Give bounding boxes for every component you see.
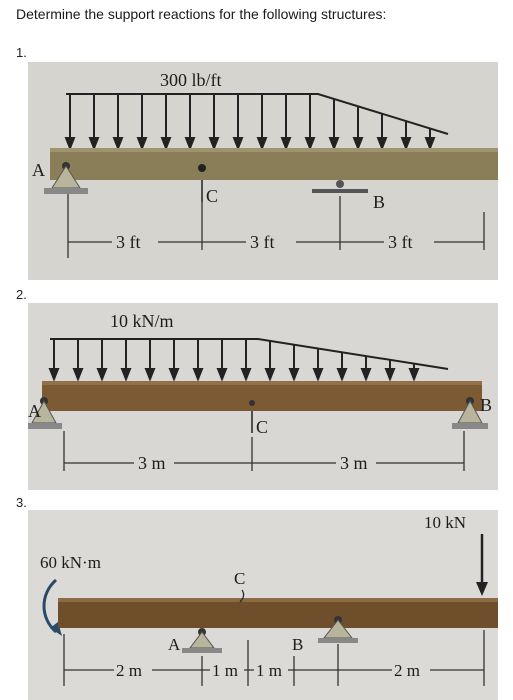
support-a-label: A [32, 160, 45, 180]
beam [42, 381, 482, 411]
problem-2-number: 2. [16, 287, 27, 302]
problem-3-diagram [28, 510, 498, 700]
page-heading: Determine the support reactions for the following structures: [16, 6, 387, 22]
dim-3: 3 ft [388, 232, 413, 252]
support-b-label: B [292, 635, 304, 654]
support-b-label: B [480, 395, 493, 415]
distributed-load-label: 10 kN/m [110, 311, 174, 331]
problem-1-diagram [28, 62, 498, 280]
moment-label: 60 kN·m [40, 553, 101, 572]
dim-2: 3 m [340, 453, 368, 473]
dim-1: 2 m [116, 661, 142, 680]
beam [50, 148, 498, 180]
problem-3-number: 3. [16, 495, 27, 510]
point-c-label: C [206, 186, 219, 206]
support-a-label: A [28, 401, 41, 421]
problem-2-photo [28, 303, 498, 490]
support-a-label: A [168, 635, 181, 654]
problem-2-diagram [28, 303, 498, 490]
dim-4: 2 m [394, 661, 420, 680]
dim-3: 1 m [256, 661, 282, 680]
point-c-marker [249, 400, 255, 406]
problem-3-photo [28, 510, 498, 700]
force-label: 10 kN [424, 513, 467, 532]
dim-2: 1 m [212, 661, 238, 680]
dim-1: 3 ft [116, 232, 141, 252]
problem-1-number: 1. [16, 45, 27, 60]
point-c-label: C [234, 569, 246, 588]
problem-1-photo [28, 62, 498, 280]
point-c-marker [198, 164, 206, 172]
point-c-label: C [256, 417, 269, 437]
dim-2: 3 ft [250, 232, 275, 252]
support-b-label: B [373, 192, 386, 212]
distributed-load-label: 300 lb/ft [160, 70, 222, 90]
beam [58, 598, 498, 628]
dim-1: 3 m [138, 453, 166, 473]
